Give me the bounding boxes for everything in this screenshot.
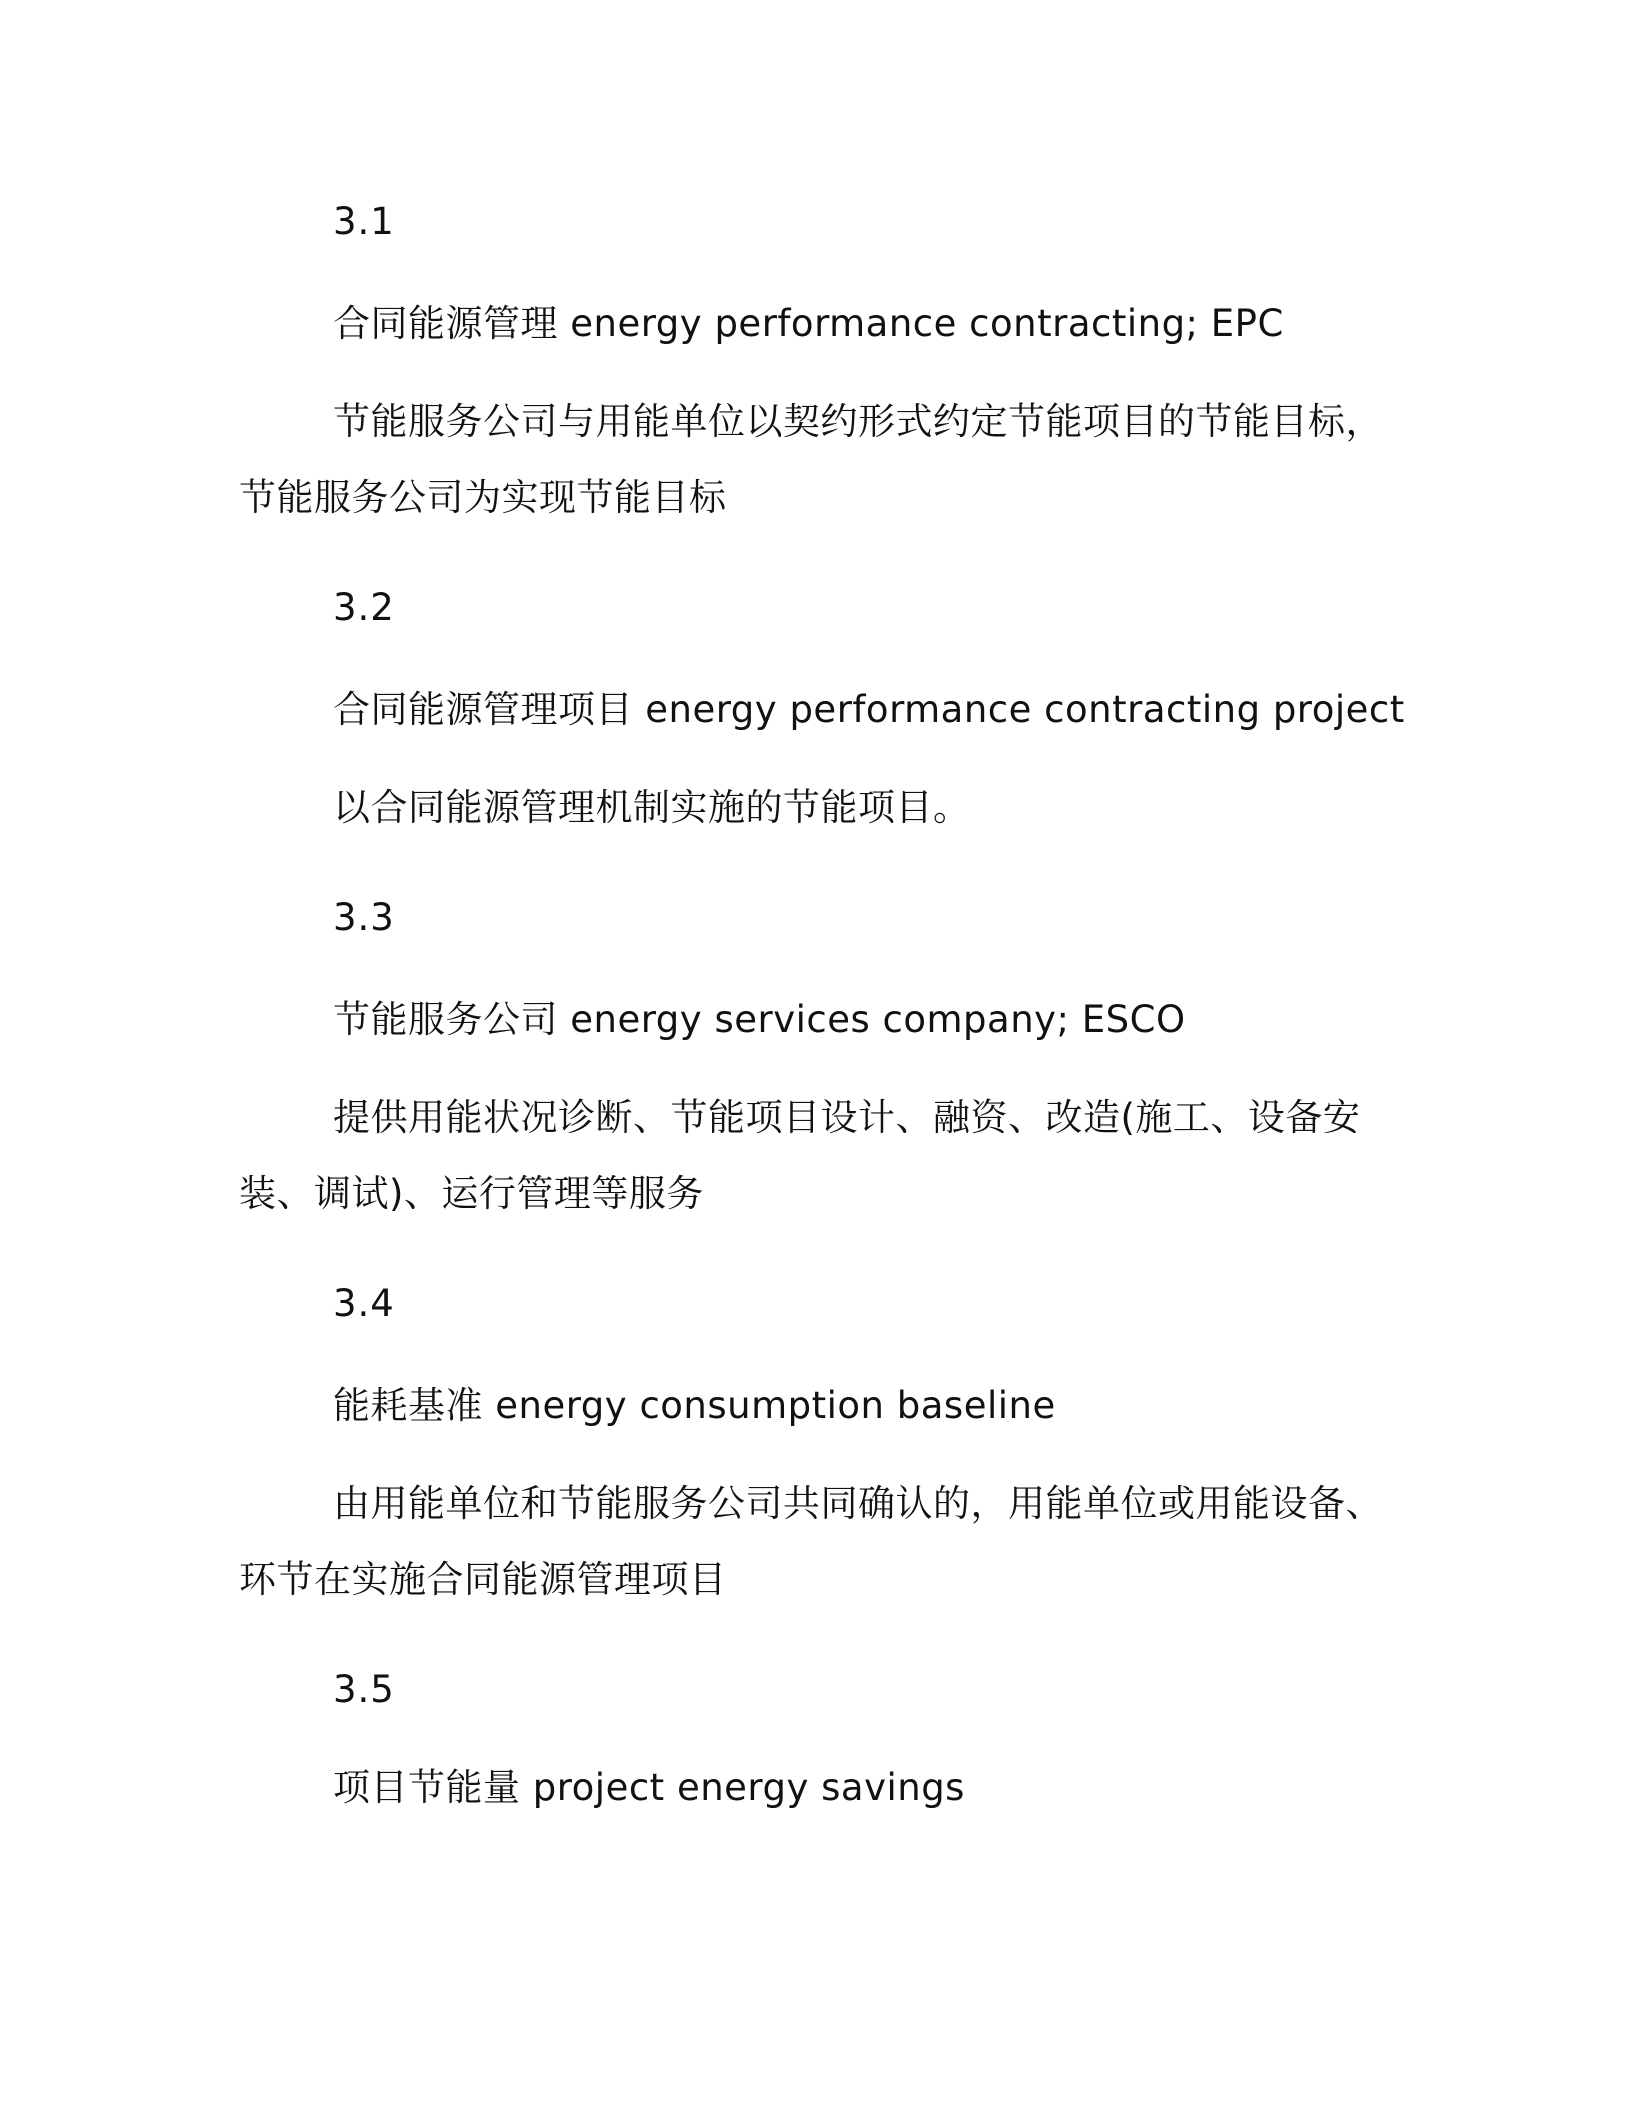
- definition-line: 以合同能源管理机制实施的节能项目。: [333, 786, 971, 829]
- term-heading: 项目节能量 project energy savings: [333, 1766, 965, 1809]
- section-number: 3.4: [333, 1282, 395, 1325]
- term-heading: 节能服务公司 energy services company; ESCO: [333, 998, 1186, 1041]
- definition-line: 由用能单位和节能服务公司共同确认的，用能单位或用能设备、: [333, 1482, 1383, 1525]
- definition-line: 提供用能状况诊断、节能项目设计、融资、改造(施工、设备安: [333, 1096, 1361, 1139]
- section-number: 3.2: [333, 586, 395, 629]
- definition-line: 装、调试)、运行管理等服务: [239, 1172, 704, 1215]
- section-number: 3.5: [333, 1668, 395, 1711]
- definition-line: 节能服务公司为实现节能目标: [239, 476, 727, 519]
- definition-line: 环节在实施合同能源管理项目: [239, 1558, 727, 1601]
- term-heading: 合同能源管理 energy performance contracting; EPC: [333, 302, 1284, 345]
- term-heading: 合同能源管理项目 energy performance contracting project: [333, 688, 1405, 731]
- definition-line: 节能服务公司与用能单位以契约形式约定节能项目的节能目标，: [333, 400, 1383, 443]
- section-number: 3.1: [333, 200, 395, 243]
- section-number: 3.3: [333, 896, 395, 939]
- term-heading: 能耗基准 energy consumption baseline: [333, 1384, 1056, 1427]
